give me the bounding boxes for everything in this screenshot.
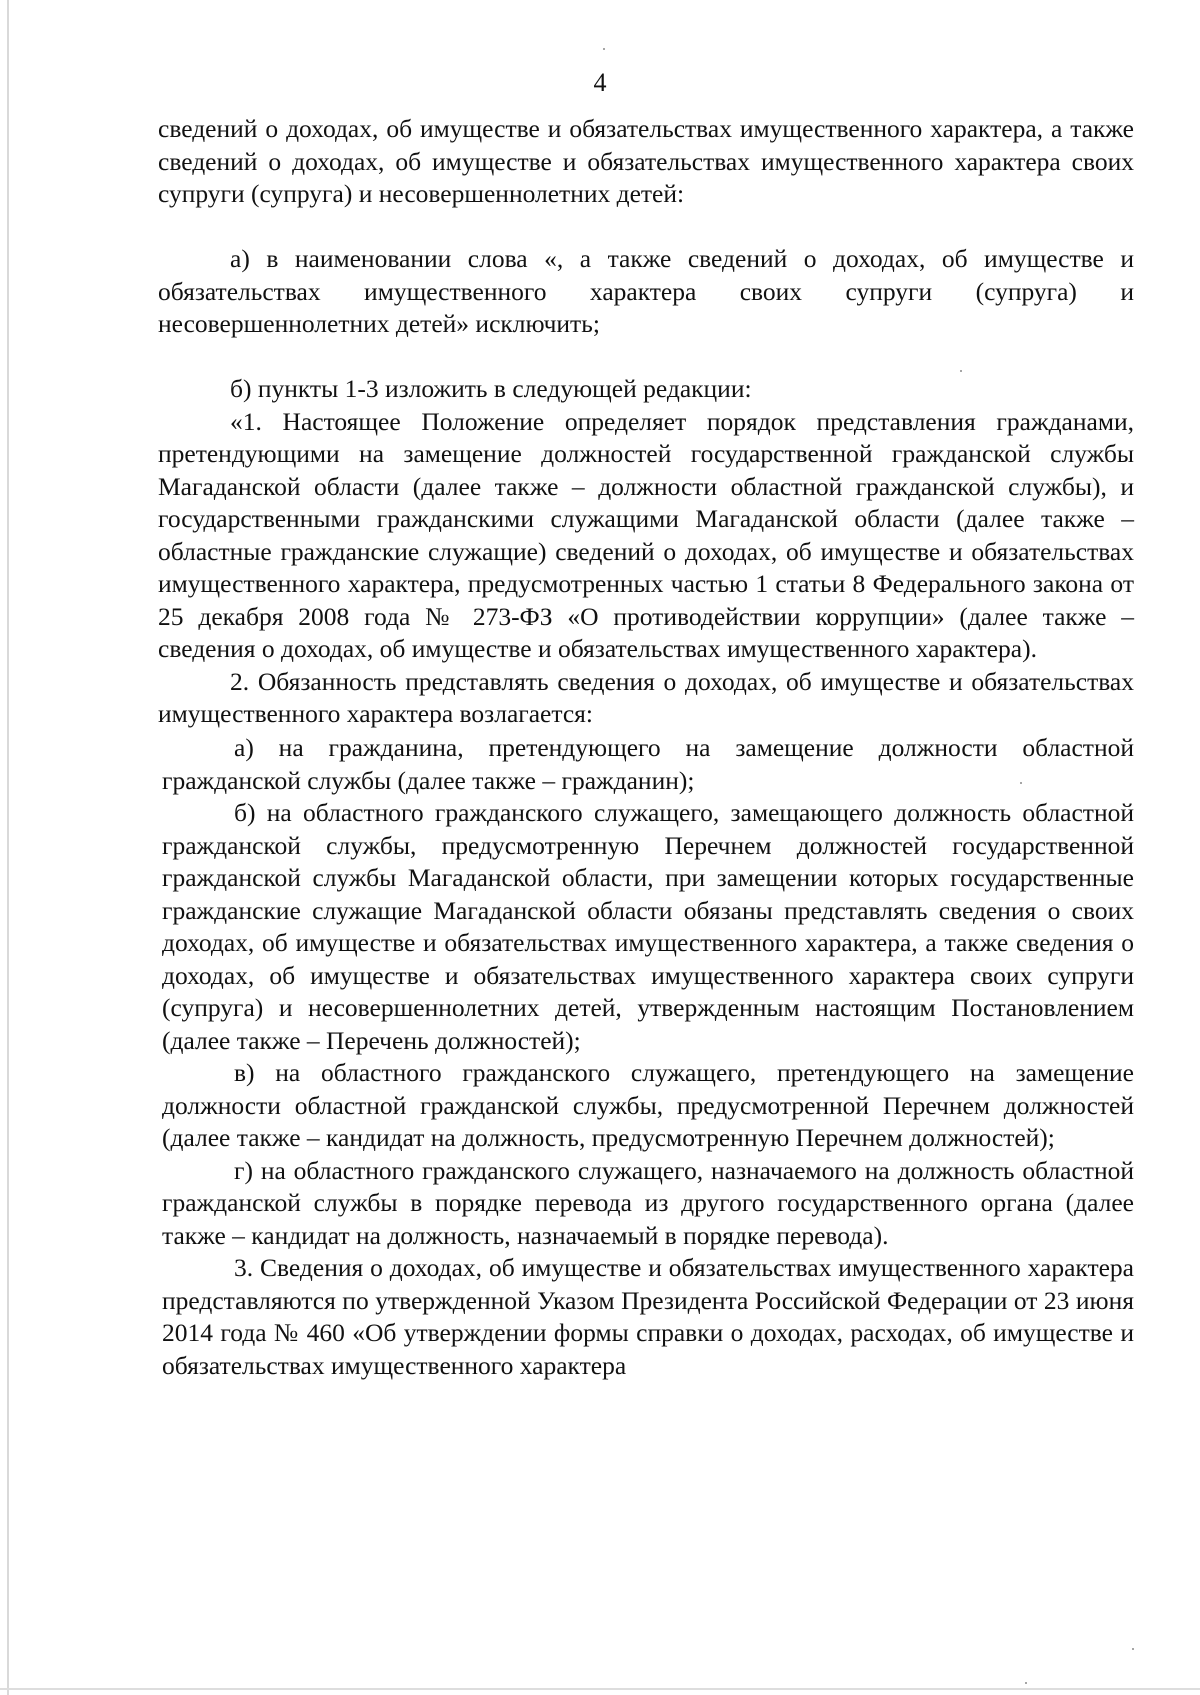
scan-speck xyxy=(1020,782,1022,784)
item-a-block xyxy=(158,243,1134,341)
scan-border-left xyxy=(7,0,9,1695)
subpoints-block xyxy=(162,732,1134,1382)
page-number: 4 xyxy=(593,68,607,97)
paragraph-point-1: «1. Настоящее Положение определяет порядок представления гражданами, претендующими на замещение должностей государственной гражданской службы Магаданской области (далее также – должности областной гражданской службы), и государственными гражданскими служащими Магаданской области (далее также – областные гражданские служащие) сведений о доходах, об имуществе и обязательствах имущественного характера, предусмотренных частью 1 статьи 8 Федерального закона от 25 декабря 2008 года № 273-ФЗ «О противодействии коррупции» (далее также – сведения о доходах, об имуществе и обязательствах имущественного характера). xyxy=(158,406,1134,663)
paragraph-point-2a: а) на гражданина, претендующего на замещение должности областной гражданской службы (далее также – гражданин); xyxy=(162,733,1134,795)
scan-border-bottom xyxy=(0,1688,1200,1690)
paragraph-intro: сведений о доходах, об имуществе и обязательствах имущественного характера, а также сведений о доходах, об имуществе и обязательствах имущественного характера своих супруги (супруга) и несовершеннолетних детей: xyxy=(158,114,1134,208)
intro-block xyxy=(158,113,1134,211)
scan-speck xyxy=(1025,1682,1027,1684)
scan-speck xyxy=(1132,1648,1134,1650)
scan-speck xyxy=(603,48,605,50)
item-b-block xyxy=(158,373,1134,731)
paragraph-point-2b: б) на областного гражданского служащего, замещающего должность областной гражданской службы, предусмотренную Перечнем должностей государственной гражданской службы Магаданской области, при замещении которых государственные гражданские служащие Магаданской области обязаны представлять сведения о своих доходах, об имуществе и обязательствах имущественного характера, а также сведения о доходах, об имуществе и обязательствах имущественного характера своих супруги (супруга) и несовершеннолетних детей, утвержденным настоящим Постановлением (далее также – Перечень должностей); xyxy=(162,798,1134,1055)
paragraph-point-2v: в) на областного гражданского служащего, претендующего на замещение должности областной гражданской службы, предусмотренной Перечнем должностей (далее также – кандидат на должность, предусмотренную Перечнем должностей); xyxy=(162,1058,1134,1152)
scan-speck xyxy=(960,370,962,372)
paragraph-point-2g: г) на областного гражданского служащего, назначаемого на должность областной гражданской службы в порядке перевода из другого государственного органа (далее также – кандидат на должность, назначаемый в порядке перевода). xyxy=(162,1155,1134,1250)
paragraph-point-3: 3. Сведения о доходах, об имуществе и обязательствах имущественного характера представляются по утвержденной Указом Президента Российской Федерации от 23 июня 2014 года № 460 «Об утверждении формы справки о доходах, расходах, об имуществе и обязательствах имущественного характера xyxy=(162,1253,1134,1380)
paragraph-item-b: б) пункты 1-3 изложить в следующей редакции: xyxy=(230,374,752,403)
paragraph-point-2: 2. Обязанность представлять сведения о доходах, об имуществе и обязательствах имущественного характера возлагается: xyxy=(158,666,1134,728)
paragraph-item-a: а) в наименовании слова «, а также сведений о доходах, об имуществе и обязательствах имущественного характера своих супруги (супруга) и несовершеннолетних детей» исключить; xyxy=(158,244,1134,338)
